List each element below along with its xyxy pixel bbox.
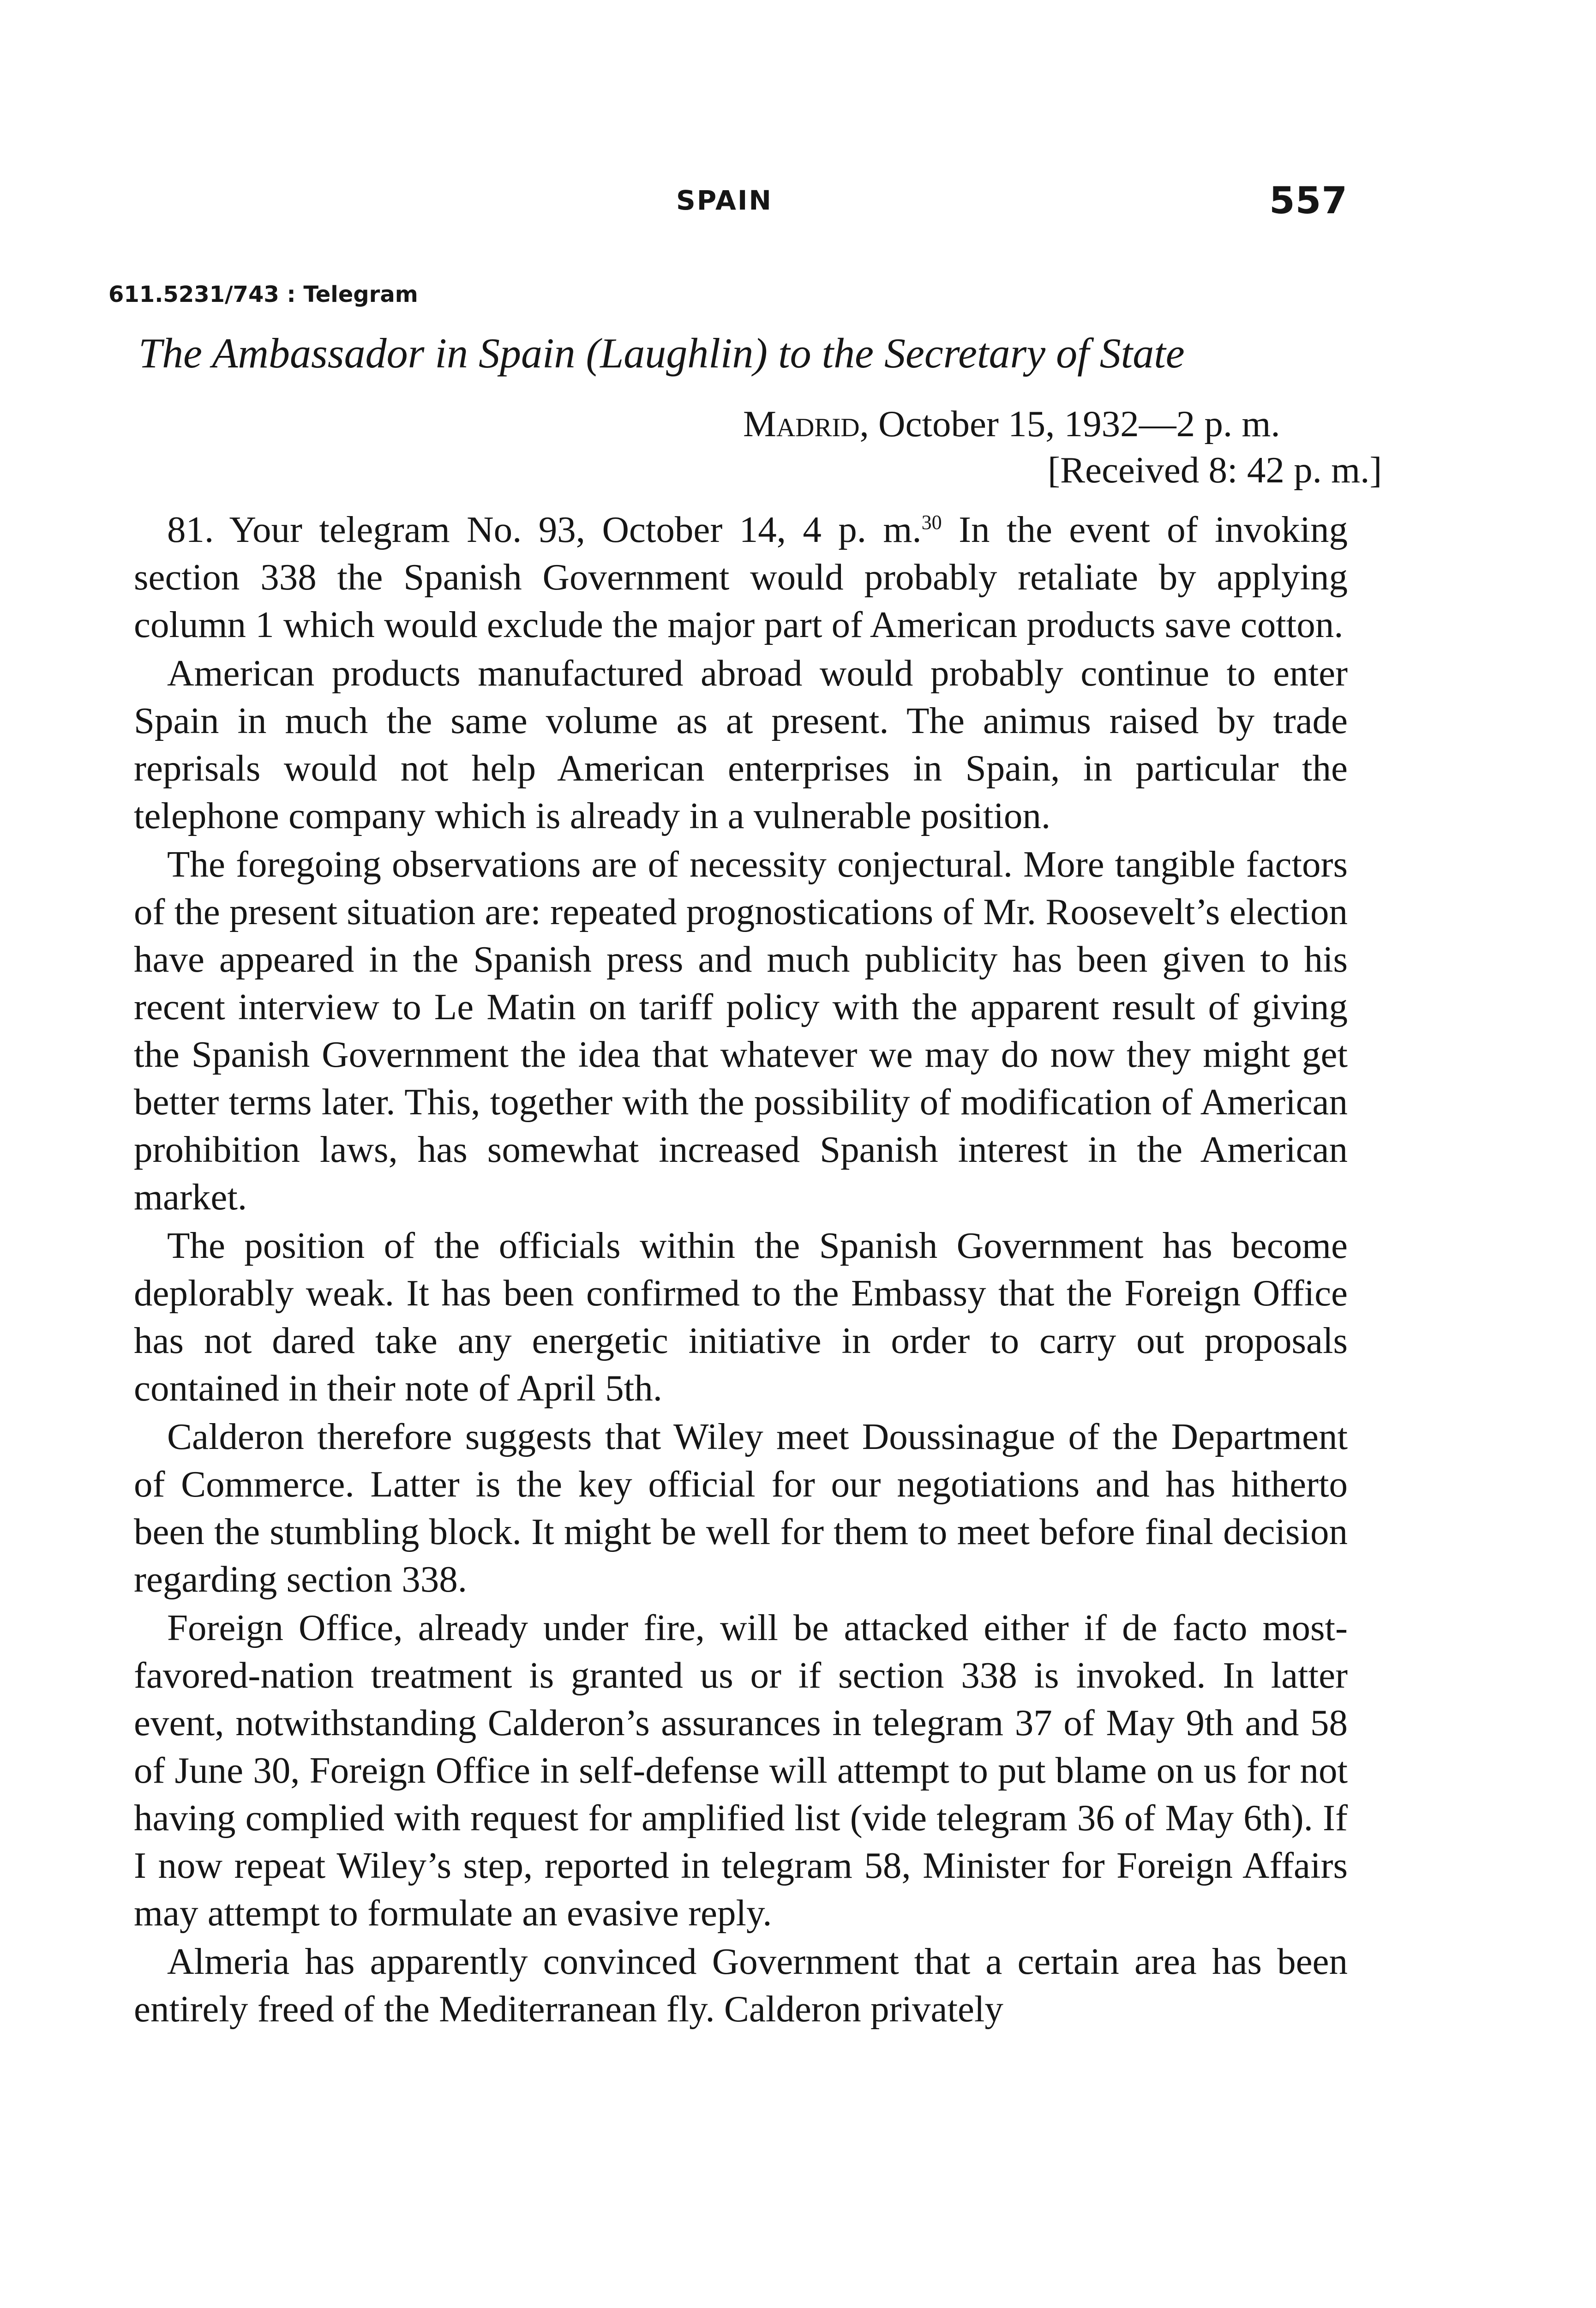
paragraph-5: Calderon therefore suggests that Wiley meet Doussinague of the Department of Commerce. Latter is the key official for our negotiations and has hitherto been the stumbling block. It might be well for them to meet before final decision regarding section 338. bbox=[134, 1416, 1348, 1600]
telegram-number: 81. Your telegram No. 93, October 14, 4 p. m. bbox=[167, 509, 922, 550]
page-number: 557 bbox=[1269, 179, 1348, 222]
telegram-body bbox=[134, 499, 1348, 2033]
running-head bbox=[152, 179, 1348, 235]
dateline-date: , October 15, 1932—2 p. m. bbox=[859, 403, 1280, 445]
running-title: SPAIN bbox=[676, 185, 773, 216]
paragraph-4: The position of the officials within the Spanish Government has become deplorably weak. It has been confirmed to the Embassy that the Foreign Office has not dared take any energetic initiative in order to carry out proposals contained in their note of April 5th. bbox=[134, 1225, 1348, 1409]
paragraph-7: Almeria has apparently convinced Government that a certain area has been entirely freed of the Mediterranean fly. Calderon privately bbox=[134, 1941, 1348, 2030]
footnote-reference: 30 bbox=[921, 511, 942, 534]
paragraph-6: Foreign Office, already under fire, will be attacked either if de facto most-favored-nation treatment is granted us or if section 338 is invoked. In latter event, notwithstanding Calderon’s assurances in telegram 37 of May 9th and 58 of June 30, Foreign Office in self-defense will attempt to put blame on us for not having complied with request for amplified list (vide telegram 36 of May 6th). If I now repeat Wiley’s step, reported in telegram 58, Minister for Foreign Affairs may attempt to formulate an evasive reply. bbox=[134, 1607, 1348, 1934]
document-title: The Ambassador in Spain (Laughlin) to the Secretary of State bbox=[138, 330, 1185, 377]
dateline bbox=[743, 399, 1280, 448]
paragraph-1-text: In the event of invoking section 338 the Spanish Government would probably retaliate by applying column 1 which would exclude the major part of American products save cotton. bbox=[134, 509, 1348, 645]
file-reference: 611.5231/743 : Telegram bbox=[108, 282, 418, 307]
paragraph-3: The foregoing observations are of necessity conjectural. More tangible factors of the present situation are: repeated prognostications of Mr. Roosevelt’s election have appeared in the Spanish press and much publicity has been given to his recent interview to Le Matin on tariff policy with the apparent result of giving the Spanish Government the idea that whatever we may do now they might get better terms later. This, together with the possibility of modification of American prohibition laws, has somewhat increased Spanish interest in the American market. bbox=[134, 843, 1348, 1218]
paragraph-2: American products manufactured abroad would probably continue to enter Spain in much the same volume as at present. The animus raised by trade reprisals would not help American enterprises in Spain, in particular the telephone company which is already in a vulnerable position. bbox=[134, 652, 1348, 836]
received-line: [Received 8: 42 p. m.] bbox=[1048, 449, 1382, 491]
paragraph-1 bbox=[134, 499, 1348, 649]
dateline-place: Madrid bbox=[743, 403, 860, 445]
